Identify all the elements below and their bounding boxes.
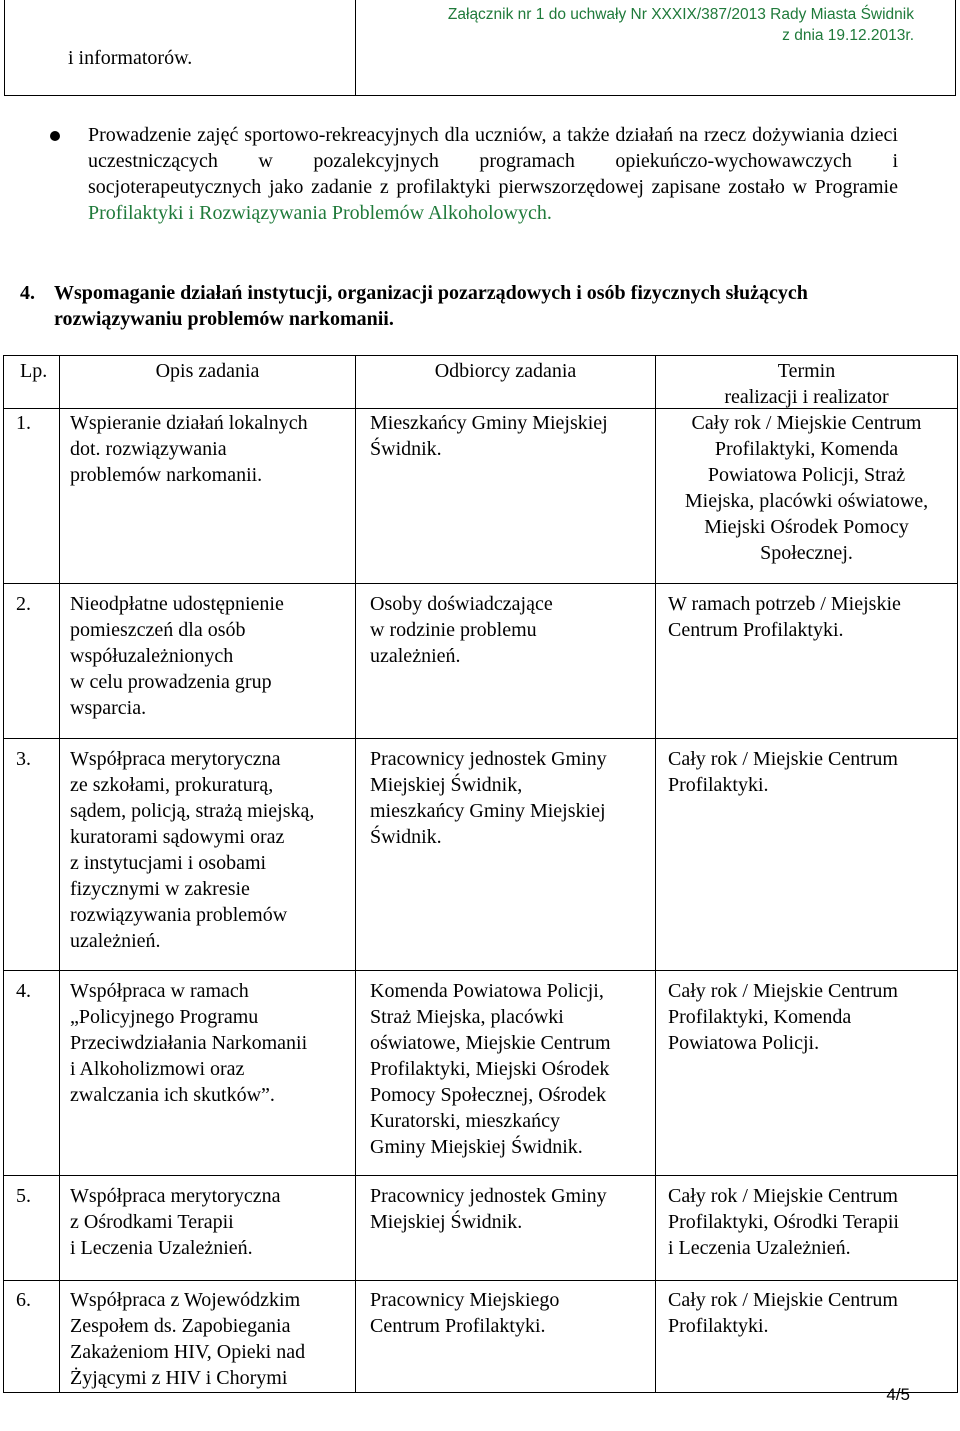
row-4-odbiorcy-line: oświatowe, Miejskie Centrum [370, 1032, 611, 1054]
row-3-opis-line: z instytucjami i osobami [70, 852, 267, 874]
row-3-termin [668, 746, 953, 798]
row-2-opis-line: współuzależnionych [70, 645, 234, 667]
row-3-odbiorcy-line: Pracownicy jednostek Gminy [370, 748, 607, 770]
row-2-termin-line: Centrum Profilaktyki. [668, 619, 844, 641]
paragraph-text: Prowadzenie zajęć sportowo-rekreacyjnych dla uczniów, a także działań na rzecz dożywiania dzieci uczestniczących w pozalekcyjnych programach opiekuńczo-wychowawczych i socjoterapeutycznych jako zadanie z profilaktyki pierwszorzędowej zapisane zostało w Programie [88, 124, 898, 198]
annex-header [448, 4, 914, 46]
row-5-lp: 5. [16, 1185, 31, 1207]
row-2-opis-line: pomieszczeń dla osób [70, 619, 246, 641]
row-1-opis [70, 410, 350, 488]
row-divider [3, 1280, 958, 1281]
row-1-odbiorcy-line: Świdnik. [370, 438, 442, 460]
row-4-termin-line: Cały rok / Miejskie Centrum [668, 980, 898, 1002]
row-4-termin-line: Powiatowa Policji. [668, 1032, 820, 1054]
bullet-icon [50, 131, 60, 141]
row-3-odbiorcy [370, 746, 650, 850]
row-3-opis-line: rozwiązywania problemów [70, 904, 288, 926]
row-1-termin-line: Społecznej. [760, 542, 853, 564]
row-1-termin-line: Miejski Ośrodek Pomocy [704, 516, 909, 538]
header-termin-line-2: realizacji i realizator [724, 386, 889, 408]
row-4-opis-line: i Alkoholizmowi oraz [70, 1058, 245, 1080]
header-opis: Opis zadania [155, 360, 260, 382]
row-divider [3, 583, 958, 584]
row-4-termin [668, 978, 953, 1056]
section-number: 4. [20, 282, 35, 304]
row-2-odbiorcy-line: w rodzinie problemu [370, 619, 537, 641]
row-2-opis [70, 591, 350, 721]
row-4-odbiorcy-line: Straż Miejska, placówki [370, 1006, 564, 1028]
row-5-opis-line: z Ośrodkami Terapii [70, 1211, 234, 1233]
section-heading [20, 280, 910, 332]
row-6-odbiorcy-line: Pracownicy Miejskiego [370, 1289, 560, 1311]
column-divider [59, 355, 60, 1393]
row-3-opis-line: ze szkołami, prokuraturą, [70, 774, 274, 796]
row-1-odbiorcy [370, 410, 650, 462]
row-4-lp: 4. [16, 980, 31, 1002]
header-termin-line-1: Termin [777, 360, 836, 382]
row-5-termin-line: i Leczenia Uzależnień. [668, 1237, 851, 1259]
row-1-opis-line: Wspieranie działań lokalnych [70, 412, 308, 434]
row-6-termin [668, 1287, 953, 1339]
row-3-odbiorcy-line: mieszkańcy Gminy Miejskiej [370, 800, 606, 822]
row-4-odbiorcy [370, 978, 650, 1160]
row-2-odbiorcy [370, 591, 650, 669]
row-6-opis [70, 1287, 350, 1391]
row-6-lp: 6. [16, 1289, 31, 1311]
previous-table-text: i informatorów. [68, 47, 193, 69]
row-5-opis [70, 1183, 350, 1261]
row-1-termin [656, 410, 957, 566]
header-lp: Lp. [20, 360, 48, 382]
row-3-opis-line: fizycznymi w zakresie [70, 878, 250, 900]
annex-line-1: Załącznik nr 1 do uchwały Nr XXXIX/387/2013 Rady Miasta Świdnik [447, 6, 914, 23]
row-5-termin-line: Cały rok / Miejskie Centrum [668, 1185, 898, 1207]
row-3-opis-line: kuratorami sądowymi oraz [70, 826, 285, 848]
row-4-opis [70, 978, 350, 1108]
row-5-odbiorcy [370, 1183, 650, 1235]
annex-date: z dnia 19.12.2013r. [782, 27, 914, 44]
row-4-termin-line: Profilaktyki, Komenda [668, 1006, 852, 1028]
row-2-opis-line: w celu prowadzenia grup [70, 671, 272, 693]
row-1-termin-line: Cały rok / Miejskie Centrum [691, 412, 922, 434]
row-4-odbiorcy-line: Komenda Powiatowa Policji, [370, 980, 604, 1002]
row-6-opis-line: Zakażeniom HIV, Opieki nad [70, 1341, 306, 1363]
row-1-termin-line: Powiatowa Policji, Straż [707, 464, 906, 486]
row-4-opis-line: Współpraca w ramach [70, 980, 249, 1002]
row-6-termin-line: Cały rok / Miejskie Centrum [668, 1289, 898, 1311]
row-1-odbiorcy-line: Mieszkańcy Gminy Miejskiej [370, 412, 608, 434]
row-4-odbiorcy-line: Gminy Miejskiej Świdnik. [370, 1136, 583, 1158]
row-3-odbiorcy-line: Miejskiej Świdnik, [370, 774, 523, 796]
column-divider [355, 355, 356, 1393]
row-3-opis-line: sądem, policją, strażą miejską, [70, 800, 315, 822]
row-3-opis [70, 746, 350, 954]
row-5-termin-line: Profilaktyki, Ośrodki Terapii [668, 1211, 899, 1233]
row-3-termin-line: Cały rok / Miejskie Centrum [668, 748, 898, 770]
row-6-opis-line: Zespołem ds. Zapobiegania [70, 1315, 291, 1337]
row-6-opis-line: Żyjącymi z HIV i Chorymi [70, 1367, 288, 1389]
row-4-odbiorcy-line: Pomocy Społecznej, Ośrodek [370, 1084, 607, 1106]
row-1-opis-line: dot. rozwiązywania [70, 438, 227, 460]
row-divider [3, 1175, 958, 1176]
row-3-termin-line: Profilaktyki. [668, 774, 769, 796]
row-2-opis-line: wsparcia. [70, 697, 147, 719]
row-2-odbiorcy-line: Osoby doświadczające [370, 593, 553, 615]
row-1-termin-line: Profilaktyki, Komenda [714, 438, 899, 460]
row-2-lp: 2. [16, 593, 31, 615]
row-4-odbiorcy-line: Kuratorski, mieszkańcy [370, 1110, 560, 1132]
row-2-termin-line: W ramach potrzeb / Miejskie [668, 593, 901, 615]
row-4-opis-line: „Policyjnego Programu [70, 1006, 259, 1028]
row-2-odbiorcy-line: uzależnień. [370, 645, 461, 667]
row-3-opis-line: uzależnień. [70, 930, 161, 952]
page-number: 4/5 [886, 1385, 910, 1404]
row-3-odbiorcy-line: Świdnik. [370, 826, 442, 848]
row-5-termin [668, 1183, 953, 1261]
row-3-opis-line: Współpraca merytoryczna [70, 748, 281, 770]
row-1-lp: 1. [16, 412, 31, 434]
program-name: Profilaktyki i Rozwiązywania Problemów Alkoholowych. [88, 202, 552, 224]
row-divider [3, 970, 958, 971]
header-odbiorcy: Odbiorcy zadania [434, 360, 577, 382]
row-3-lp: 3. [16, 748, 31, 770]
row-6-termin-line: Profilaktyki. [668, 1315, 769, 1337]
row-4-opis-line: Przeciwdziałania Narkomanii [70, 1032, 308, 1054]
row-4-odbiorcy-line: Profilaktyki, Miejski Ośrodek [370, 1058, 610, 1080]
section-title-line-1: Wspomaganie działań instytucji, organizacji pozarządowych i osób fizycznych służących [54, 282, 808, 304]
row-6-odbiorcy-line: Centrum Profilaktyki. [370, 1315, 546, 1337]
section-title-line-2: rozwiązywaniu problemów narkomanii. [54, 308, 394, 330]
row-6-odbiorcy [370, 1287, 650, 1339]
row-5-odbiorcy-line: Miejskiej Świdnik. [370, 1211, 523, 1233]
row-1-termin-line: Miejska, placówki oświatowe, [684, 490, 929, 512]
bullet-paragraph [88, 122, 898, 226]
row-2-opis-line: Nieodpłatne udostępnienie [70, 593, 284, 615]
row-4-opis-line: zwalczania ich skutków”. [70, 1084, 275, 1106]
row-2-termin [668, 591, 953, 643]
row-5-odbiorcy-line: Pracownicy jednostek Gminy [370, 1185, 607, 1207]
row-5-opis-line: i Leczenia Uzależnień. [70, 1237, 253, 1259]
row-divider [3, 738, 958, 739]
header-termin [656, 358, 957, 410]
row-1-opis-line: problemów narkomanii. [70, 464, 263, 486]
row-5-opis-line: Współpraca merytoryczna [70, 1185, 281, 1207]
row-6-opis-line: Współpraca z Wojewódzkim [70, 1289, 301, 1311]
